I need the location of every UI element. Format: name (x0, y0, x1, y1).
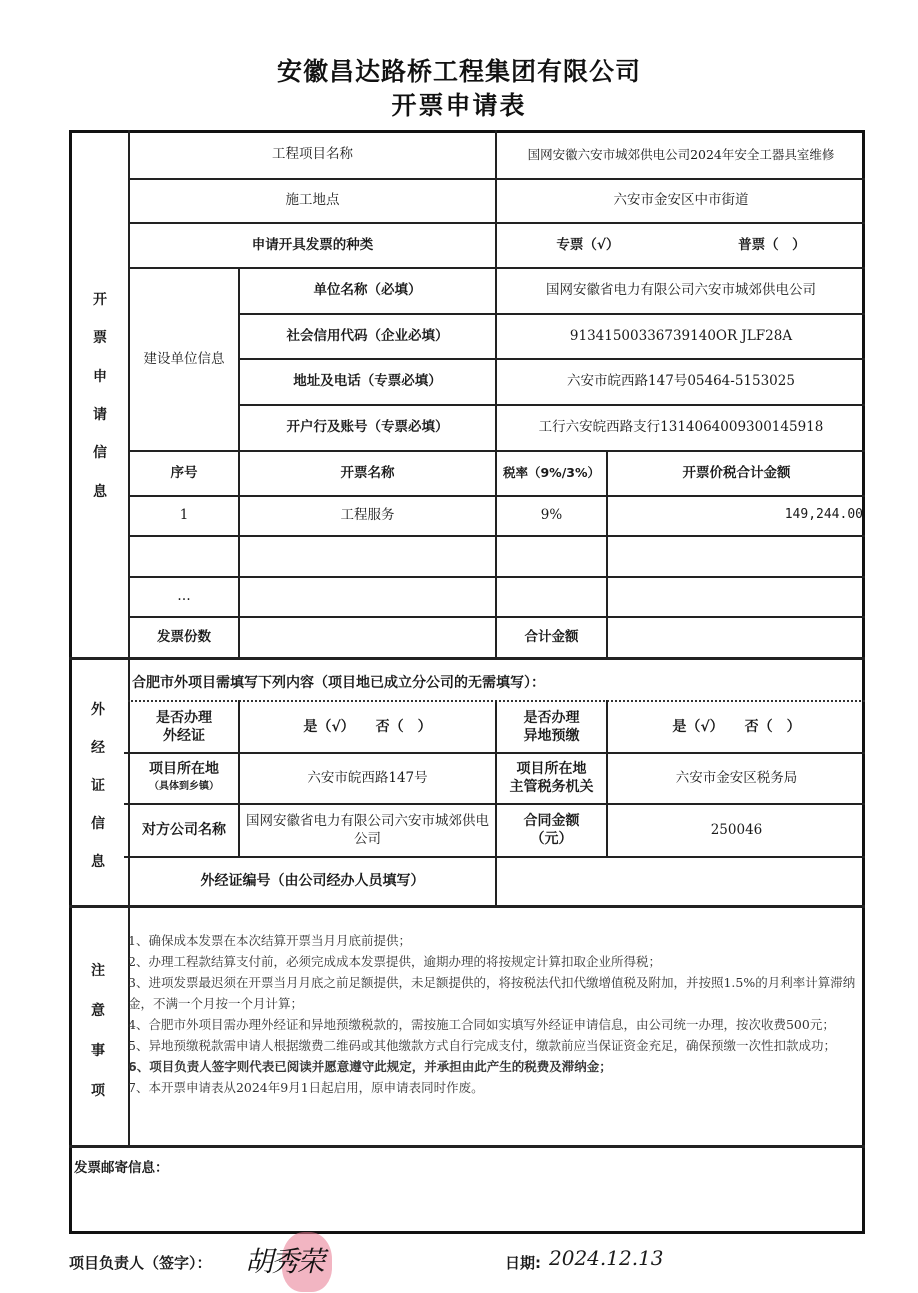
tax-office-label: 项目所在地 主管税务机关 (509, 760, 594, 795)
note-item: 7、本开票申请表从2024年9月1日起启用，原申请表同时作废。 (128, 1080, 484, 1095)
date-value[interactable]: 2024.12.13 (549, 1246, 664, 1270)
prepay-choice[interactable]: 是（√） 否（ ） (672, 719, 801, 735)
credit-code-value[interactable]: 91341500336739140OR JLF28A (569, 327, 793, 344)
company-name: 安徽昌达路桥工程集团有限公司 (276, 57, 641, 86)
table-row-seq: 1 (179, 507, 189, 523)
address-phone-value[interactable]: 六安市皖西路147号05464-5153025 (567, 373, 795, 389)
table-row-amount[interactable] (608, 535, 865, 576)
counterparty-label: 对方公司名称 (142, 821, 226, 838)
bank-account-value[interactable]: 工行六安皖西路支行1314064009300145918 (538, 419, 824, 435)
total-amount-value[interactable] (608, 616, 865, 657)
table-row-tax-rate[interactable] (497, 576, 606, 616)
note-item: 1、确保成本发票在本次结算开票当月月底前提供； (128, 933, 411, 948)
invoice-copies-value[interactable] (240, 616, 495, 657)
external-cert-choice[interactable]: 是（√） 否（ ） (303, 719, 432, 735)
cert-number-value[interactable] (497, 856, 865, 905)
external-cert-instruction: 合肥市外项目需填写下列内容（项目地已成立分公司的无需填写）： (132, 675, 545, 691)
note-item: 5、异地预缴税款需申请人根据缴费二维码或其他缴款方式自行完成支付，缴款前应当保证资金充足，确保预缴一次性扣款成功； (128, 1038, 836, 1053)
builder-info-label: 建设单位信息 (143, 350, 225, 367)
table-row-item-name[interactable] (240, 535, 495, 576)
date-label: 日期: (505, 1254, 541, 1272)
note-item: 3、进项发票最迟须在开票当月月底之前足额提供，未足额提供的，将按税法代扣代缴增值税及附加，并按照1.5%的月利率计算滞纳金，不满一个月按一个月计算； (128, 975, 856, 1011)
counterparty-value[interactable]: 国网安徽省电力有限公司六安市城郊供电公司 (246, 812, 489, 847)
note-item: 4、合肥市外项目需办理外经证和异地预缴税款的，需按施工合同如实填写外经证申请信息，由公司统一办理，按次收费500元； (128, 1017, 835, 1032)
signature[interactable]: 胡秀荣 (245, 1245, 324, 1278)
mailing-info-label: 发票邮寄信息： (74, 1160, 169, 1176)
invoice-type-options (497, 222, 865, 267)
note-item: 6、项目负责人签字则代表已阅读并愿意遵守此规定，并承担由此产生的税费及滞纳金； (128, 1059, 612, 1074)
contract-amount-value[interactable]: 250046 (710, 821, 763, 838)
table-row-seq (130, 535, 238, 576)
section-external-cert-label: 外 经 证 信 息 (91, 702, 105, 870)
project-location-value[interactable]: 六安市皖西路147号 (307, 769, 428, 786)
form-title: 开票申请表 (391, 91, 527, 120)
total-amount-label: 合计金额 (524, 628, 579, 645)
invoice-copies-label: 发票份数 (157, 628, 211, 645)
project-location-label: 项目所在地 （具体到乡镇） (149, 760, 219, 792)
table-row-tax-rate[interactable] (497, 535, 606, 576)
col-header-item-name: 开票名称 (340, 464, 395, 481)
project-name-value[interactable]: 国网安徽六安市城郊供电公司2024年安全工器具室维修 (527, 147, 835, 162)
note-item: 2、办理工程款结算支付前，必须完成成本发票提供，逾期办理的将按规定计算扣取企业所得税； (128, 954, 661, 969)
col-header-tax-rate: 税率（9%/3%） (502, 464, 600, 480)
col-header-seq: 序号 (170, 464, 198, 481)
site-value[interactable]: 六安市金安区中市街道 (613, 192, 749, 208)
table-row-amount[interactable]: 149,244.00 (784, 507, 863, 522)
address-phone-label: 地址及电话（专票必填） (293, 373, 442, 389)
credit-code-label: 社会信用代码（企业必填） (286, 327, 449, 344)
builder-name-value[interactable]: 国网安徽省电力有限公司六安市城郊供电公司 (546, 282, 816, 298)
external-cert-question: 是否办理 外经证 (156, 710, 212, 744)
notes-list (128, 930, 864, 1098)
invoice-type-label: 申请开具发票的种类 (251, 236, 374, 253)
normal-invoice-checkbox[interactable]: 普票（ ） (738, 236, 806, 253)
section-divider (69, 1145, 865, 1148)
mailing-info-field[interactable] (74, 1176, 862, 1231)
table-row-item-name[interactable]: 工程服务 (340, 507, 395, 523)
table-row-tax-rate[interactable]: 9% (540, 507, 563, 523)
prepay-question: 是否办理 异地预缴 (523, 710, 580, 744)
section-divider (69, 657, 865, 660)
site-label: 施工地点 (285, 192, 340, 208)
table-row-amount[interactable] (608, 576, 865, 616)
special-invoice-checkbox[interactable]: 专票（√） (556, 236, 620, 253)
project-name-label: 工程项目名称 (272, 146, 353, 162)
contract-amount-label: 合同金额 （元） (523, 812, 580, 847)
bank-account-label: 开户行及账号（专票必填） (286, 419, 449, 435)
signer-label: 项目负责人（签字）： (69, 1254, 212, 1272)
cert-number-label: 外经证编号（由公司经办人员填写） (200, 872, 425, 889)
col-header-amount: 开票价税合计金额 (682, 464, 791, 481)
table-row-item-name[interactable] (240, 576, 495, 616)
section-divider (69, 905, 865, 908)
table-row-seq: … (177, 588, 191, 604)
tax-office-value[interactable]: 六安市金安区税务局 (675, 769, 798, 786)
section-notes-label: 注 意 事 项 (91, 963, 105, 1099)
section-invoice-info-label: 开 票 申 请 信 息 (93, 292, 107, 500)
builder-name-label: 单位名称（必填） (313, 282, 422, 298)
